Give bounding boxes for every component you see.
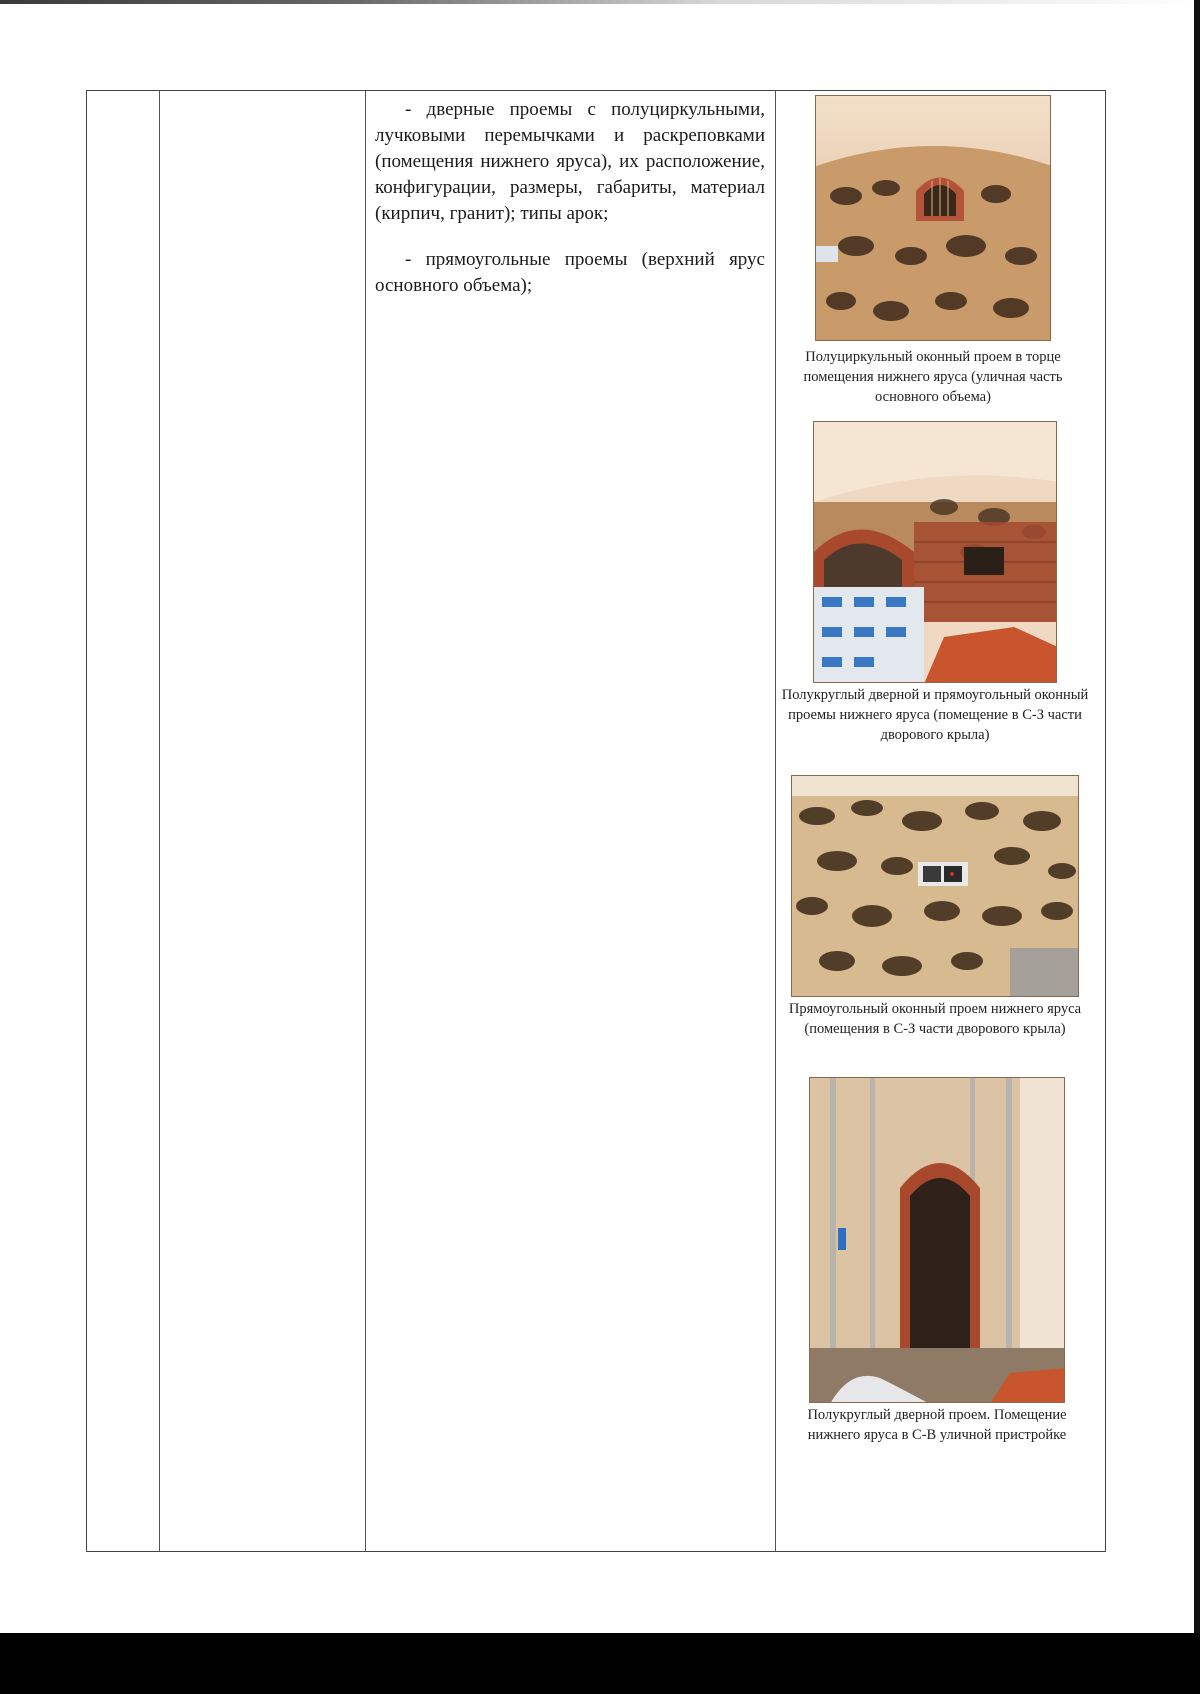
description-cell [375, 97, 765, 299]
table-column-divider-1 [159, 91, 160, 1551]
figure-1-caption: Полуциркульный оконный проем в торце помещения нижнего яруса (уличная часть основного объема) [803, 349, 1063, 405]
description-item-doorways: - дверные проемы с полуциркульными, лучковыми перемычками и раскреповками (помещения нижнего яруса), их расположение, конфигурации, размеры, габариты, материал (кирпич, гранит); типы арок; [375, 99, 765, 224]
scan-edge-right [1194, 0, 1200, 1694]
table-column-divider-3 [775, 91, 776, 1551]
figure-2-caption: Полукруглый дверной и прямоугольный оконный проемы нижнего яруса (помещение в С-З части дворового крыла) [781, 687, 1089, 743]
scan-edge-bottom [0, 1633, 1200, 1694]
stone-wall-window-photo [791, 775, 1079, 997]
stone-vault-window-photo [815, 95, 1051, 341]
table-column-divider-2 [365, 91, 366, 1551]
document-table [86, 90, 1106, 1552]
figure-3-caption: Прямоугольный оконный проем нижнего яруса (помещения в С-З части дворового крыла) [788, 1001, 1082, 1037]
arched-door-photo [813, 421, 1057, 683]
figure-4-caption: Полукруглый дверной проем. Помещение нижнего яруса в С-В уличной пристройке [807, 1407, 1067, 1443]
arched-passage-photo [809, 1077, 1065, 1403]
scan-edge-top [0, 0, 1200, 4]
description-item-rectangular: - прямоугольные проемы (верхний ярус основного объема); [375, 249, 765, 296]
